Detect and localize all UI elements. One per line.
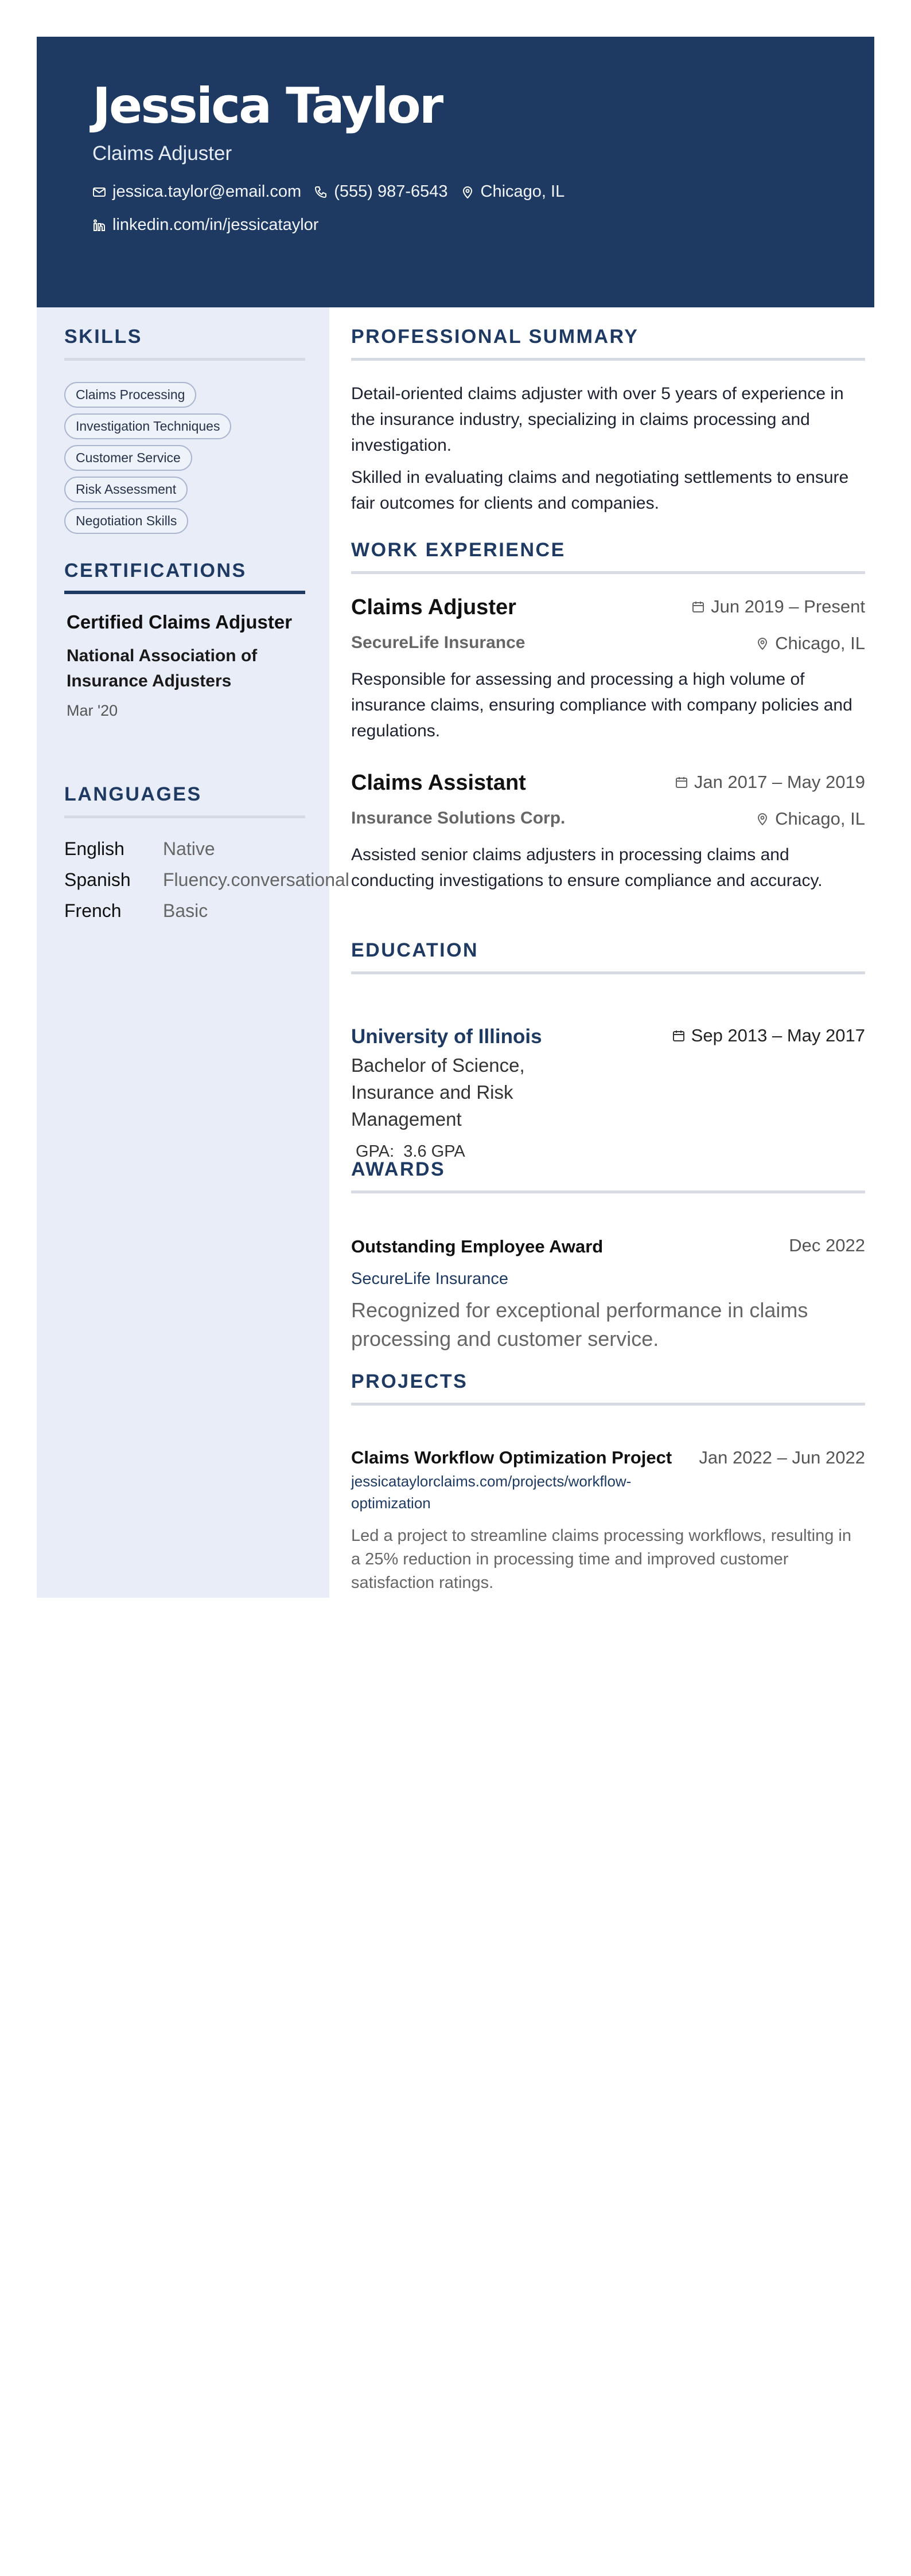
skills-divider [64, 358, 305, 361]
language-row [64, 838, 215, 860]
projects-divider [351, 1403, 865, 1406]
linkedin-text: linkedin.com/in/jessicataylor [112, 216, 319, 234]
contact-row-2 [92, 216, 331, 235]
job-description: Assisted senior claims adjusters in processing claims and conducting investigations to ensure compliance and accuracy. [351, 845, 823, 890]
job-dates [691, 596, 865, 617]
skill-chip: Negotiation Skills [64, 508, 188, 534]
job-location-text: Chicago, IL [775, 809, 865, 829]
candidate-name: Jessica Taylor [92, 77, 442, 135]
contact-row [92, 182, 577, 201]
location-pin-icon [756, 637, 769, 650]
skills-heading: SKILLS [64, 326, 142, 348]
project-link[interactable]: jessicataylorclaims.com/projects/workflow-optimization [351, 1473, 632, 1512]
gpa-label: GPA: [356, 1142, 395, 1161]
gpa-value: 3.6 GPA [403, 1142, 465, 1161]
language-name: French [64, 900, 122, 921]
language-row [64, 900, 208, 922]
language-level: Native [163, 838, 215, 859]
job-location-text: Chicago, IL [775, 633, 865, 653]
education-dates [672, 1025, 865, 1046]
job-description: Responsible for assessing and processing a high volume of insurance claims, ensuring compliance with company policies and regulations. [351, 670, 852, 740]
resume-header [37, 37, 874, 307]
skills-list [64, 382, 305, 540]
education-school: University of Illinois [351, 1025, 542, 1048]
languages-divider [64, 815, 305, 818]
language-name: Spanish [64, 869, 131, 890]
award-organization: SecureLife Insurance [351, 1270, 509, 1288]
job-company: SecureLife Insurance [351, 633, 525, 652]
contact-location [461, 182, 565, 201]
job-location [756, 633, 865, 654]
projects-heading: PROJECTS [351, 1371, 468, 1392]
candidate-title: Claims Adjuster [92, 142, 232, 165]
location-text: Chicago, IL [480, 182, 565, 201]
job-title: Claims Assistant [351, 771, 526, 795]
skill-chip: Customer Service [64, 445, 192, 471]
project-description: Led a project to streamline claims processing workflows, resulting in a 25% reduction in processing time and improved customer satisfaction ratings. [351, 1527, 851, 1592]
job-dates [675, 772, 865, 793]
awards-heading: AWARDS [351, 1158, 446, 1180]
education-dates-text: Sep 2013 – May 2017 [691, 1025, 865, 1045]
language-level: Fluency.conversational [163, 869, 349, 890]
certification-title: Certified Claims Adjuster [67, 611, 293, 633]
experience-divider [351, 571, 865, 574]
summary-heading: PROFESSIONAL SUMMARY [351, 326, 639, 348]
job-location [756, 809, 865, 829]
skill-chip: Claims Processing [64, 382, 196, 408]
job-company: Insurance Solutions Corp. [351, 809, 566, 828]
phone-text: (555) 987-6543 [334, 182, 448, 201]
project-title: Claims Workflow Optimization Project [351, 1447, 672, 1467]
job-dates-text: Jun 2019 – Present [711, 596, 865, 616]
calendar-icon [691, 600, 705, 614]
languages-heading: LANGUAGES [64, 783, 202, 805]
contact-email[interactable] [92, 182, 301, 201]
skill-chip: Risk Assessment [64, 477, 188, 502]
award-description: Recognized for exceptional performance in claims processing and customer service. [351, 1298, 808, 1351]
certification-date: Mar '20 [67, 702, 118, 719]
location-pin-icon [756, 812, 769, 826]
phone-icon [314, 185, 328, 199]
job-dates-text: Jan 2017 – May 2019 [694, 772, 865, 792]
location-pin-icon [461, 185, 474, 199]
calendar-icon [675, 775, 688, 789]
summary-paragraph: Detail-oriented claims adjuster with over 5 years of experience in the insurance industry, specializing in claims processing and investigation. [351, 384, 844, 455]
mail-icon [92, 185, 106, 199]
award-date: Dec 2022 [789, 1235, 865, 1255]
project-dates: Jan 2022 – Jun 2022 [699, 1447, 865, 1467]
awards-divider [351, 1191, 865, 1193]
language-row [64, 869, 349, 891]
contact-phone[interactable] [314, 182, 447, 201]
education-degree: Bachelor of Science, Insurance and Risk Management [351, 1055, 525, 1130]
summary-paragraph: Skilled in evaluating claims and negotiating settlements to ensure fair outcomes for clients and companies. [351, 468, 849, 513]
skill-chip: Investigation Techniques [64, 413, 231, 439]
certification-organization: National Association of Insurance Adjusters [67, 646, 258, 690]
job-title: Claims Adjuster [351, 595, 516, 619]
calendar-icon [672, 1029, 686, 1043]
email-text: jessica.taylor@email.com [112, 182, 302, 201]
language-name: English [64, 838, 124, 859]
certifications-heading: CERTIFICATIONS [64, 560, 247, 581]
education-divider [351, 971, 865, 974]
education-heading: EDUCATION [351, 939, 479, 961]
award-title: Outstanding Employee Award [351, 1236, 604, 1256]
language-level: Basic [163, 900, 208, 921]
summary-divider [351, 358, 865, 361]
experience-heading: WORK EXPERIENCE [351, 539, 566, 561]
linkedin-icon [92, 218, 106, 232]
certifications-divider [64, 591, 305, 594]
contact-linkedin[interactable] [92, 216, 318, 235]
